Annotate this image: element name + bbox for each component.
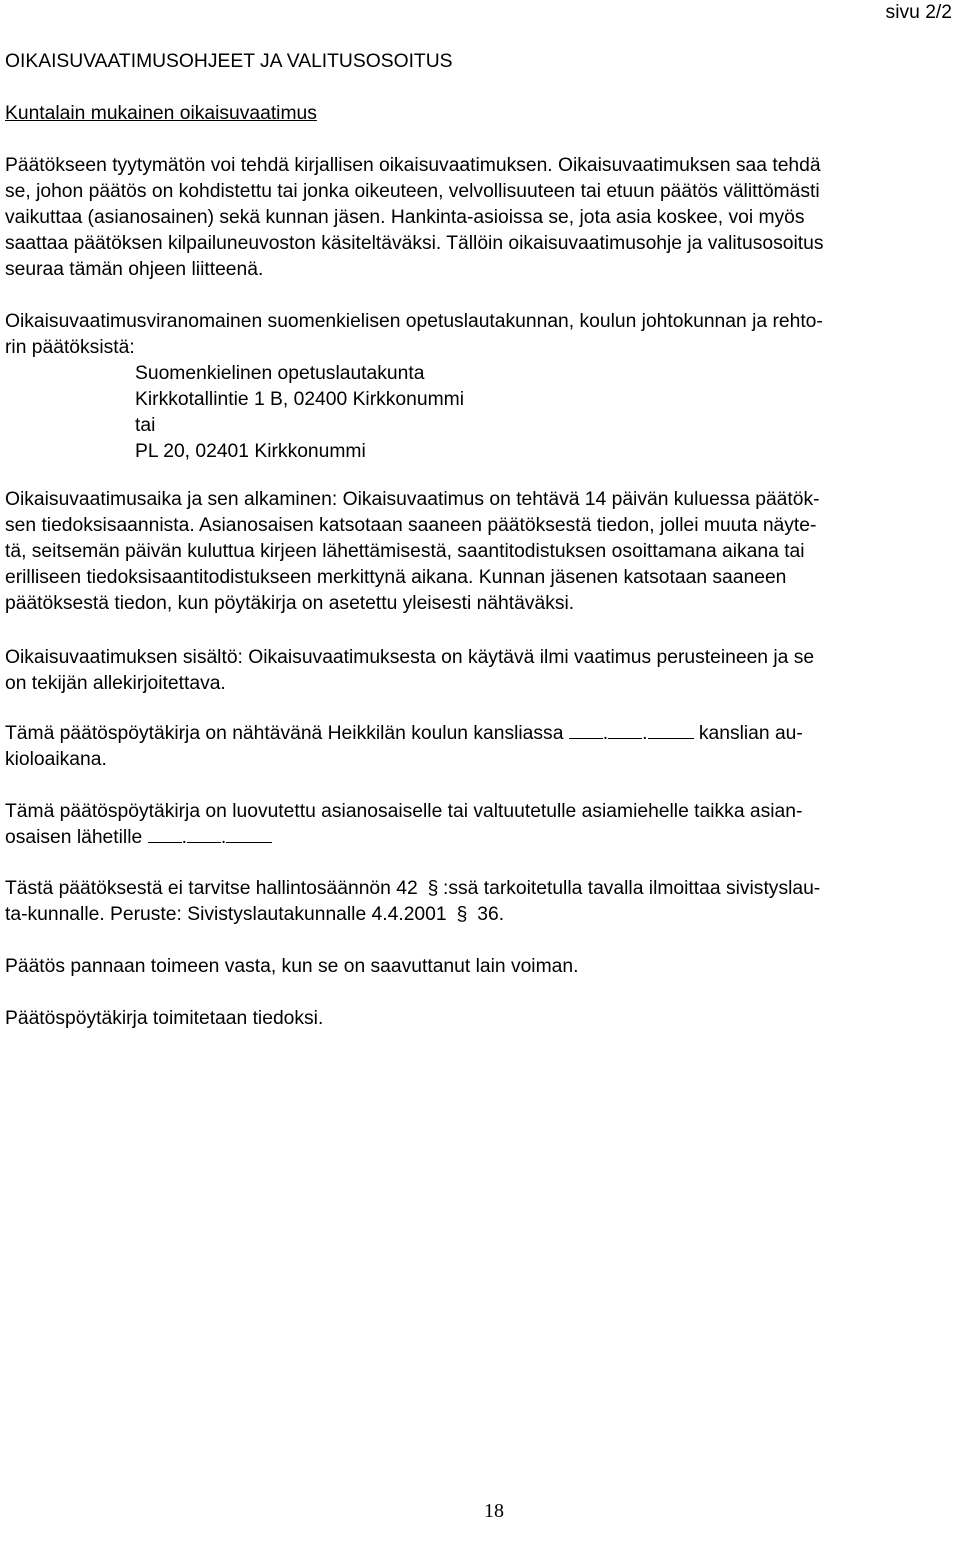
authority-address: [135, 361, 464, 465]
address-line: Kirkkotallintie 1 B, 02400 Kirkkonummi: [135, 389, 464, 410]
paragraph-right-to-appeal: [5, 153, 940, 283]
text-line: [5, 721, 940, 747]
blank-separator: .: [181, 827, 187, 848]
text-line: kioloaikana.: [5, 749, 107, 770]
text-line: erilliseen tiedoksisaantitodistukseen merkittynä aikana. Kunnan jäsenen katsotaan saaneen: [5, 567, 787, 588]
text-line: Päätökseen tyytymätön voi tehdä kirjallisen oikaisuvaatimuksen. Oikaisuvaatimuksen saa tehdä: [5, 155, 821, 176]
text-line: [5, 876, 940, 902]
address-line: Suomenkielinen opetuslautakunta: [135, 363, 425, 384]
text-segment: Tämä päätöspöytäkirja on nähtävänä Heikkilän koulun kansliassa: [5, 723, 569, 744]
text-segment: 36.: [471, 904, 505, 925]
blank-separator: .: [220, 827, 227, 848]
text-line: [5, 825, 940, 851]
text-line: rin päätöksistä:: [5, 337, 135, 358]
paragraph-enforcement: Päätös pannaan toimeen vasta, kun se on saavuttanut lain voiman.: [5, 956, 579, 977]
paragraph-no-notification-needed: [5, 876, 940, 928]
date-blank-year: [226, 826, 272, 843]
text-segment: ta-kunnalle. Peruste: Sivistyslautakunnalle 4.4.2001: [5, 904, 452, 925]
paragraph-appeal-content: [5, 645, 940, 697]
text-line: on tekijän allekirjoitettava.: [5, 673, 226, 694]
text-segment: osaisen lähetille: [5, 827, 148, 848]
text-line: Tämä päätöspöytäkirja on luovutettu asianosaiselle tai valtuutetulle asiamiehelle taikka asian-: [5, 801, 803, 822]
paragraph-minutes-delivery: [5, 799, 940, 851]
page-indicator: sivu 2/2: [885, 2, 952, 23]
date-blank-year: [648, 722, 694, 739]
text-segment: :ssä tarkoitetulla tavalla ilmoittaa sivistyslau-: [443, 878, 821, 899]
text-line: se, johon päätös on kohdistettu tai jonka oikeuteen, velvollisuuteen tai etuun päätös välittömästi: [5, 181, 820, 202]
paragraph-appeal-period: [5, 487, 940, 617]
text-line: tä, seitsemän päivän kuluttua kirjeen lähettämisestä, saantitodistuksen osoittamana aikana tai: [5, 541, 805, 562]
date-blank-day: [569, 722, 603, 739]
text-line: [5, 902, 940, 928]
text-line: päätöksestä tiedon, kun pöytäkirja on asetettu yleisesti nähtäväksi.: [5, 593, 575, 614]
page-number: 18: [484, 1500, 504, 1522]
date-blank-month: [187, 826, 221, 843]
paragraph-minutes-availability: [5, 721, 940, 773]
date-blank-month: [608, 722, 642, 739]
date-blank-day: [148, 826, 182, 843]
document-subtitle: Kuntalain mukainen oikaisuvaatimus: [5, 103, 317, 124]
blank-separator: .: [602, 723, 609, 744]
address-line: tai: [135, 415, 156, 436]
blank-separator: .: [642, 723, 648, 744]
paragraph-distribution: Päätöspöytäkirja toimitetaan tiedoksi.: [5, 1008, 324, 1029]
text-line: saattaa päätöksen kilpailuneuvoston käsiteltäväksi. Tällöin oikaisuvaatimusohje ja valitusosoitus: [5, 233, 824, 254]
section-symbol: §: [427, 878, 439, 899]
text-segment: kanslian au-: [693, 723, 803, 744]
section-symbol: §: [456, 904, 468, 925]
text-line: Oikaisuvaatimuksen sisältö: Oikaisuvaatimuksesta on käytävä ilmi vaatimus perusteineen ja se: [5, 647, 815, 668]
text-line: sen tiedoksisaannista. Asianosaisen katsotaan saaneen päätöksestä tiedon, jollei muuta näyte-: [5, 515, 817, 536]
paragraph-appeal-authority: [5, 309, 940, 361]
text-line: vaikuttaa (asianosainen) sekä kunnan jäsen. Hankinta-asioissa se, jota asia koskee, voi myös: [5, 207, 805, 228]
document-title: OIKAISUVAATIMUSOHJEET JA VALITUSOSOITUS: [5, 51, 453, 72]
text-segment: Tästä päätöksestä ei tarvitse hallintosäännön 42: [5, 878, 424, 899]
text-line: Oikaisuvaatimusaika ja sen alkaminen: Oikaisuvaatimus on tehtävä 14 päivän kuluessa päätök-: [5, 489, 820, 510]
address-line: PL 20, 02401 Kirkkonummi: [135, 441, 366, 462]
text-line: seuraa tämän ohjeen liitteenä.: [5, 259, 264, 280]
text-line: Oikaisuvaatimusviranomainen suomenkielisen opetuslautakunnan, koulun johtokunnan ja rehto-: [5, 311, 823, 332]
